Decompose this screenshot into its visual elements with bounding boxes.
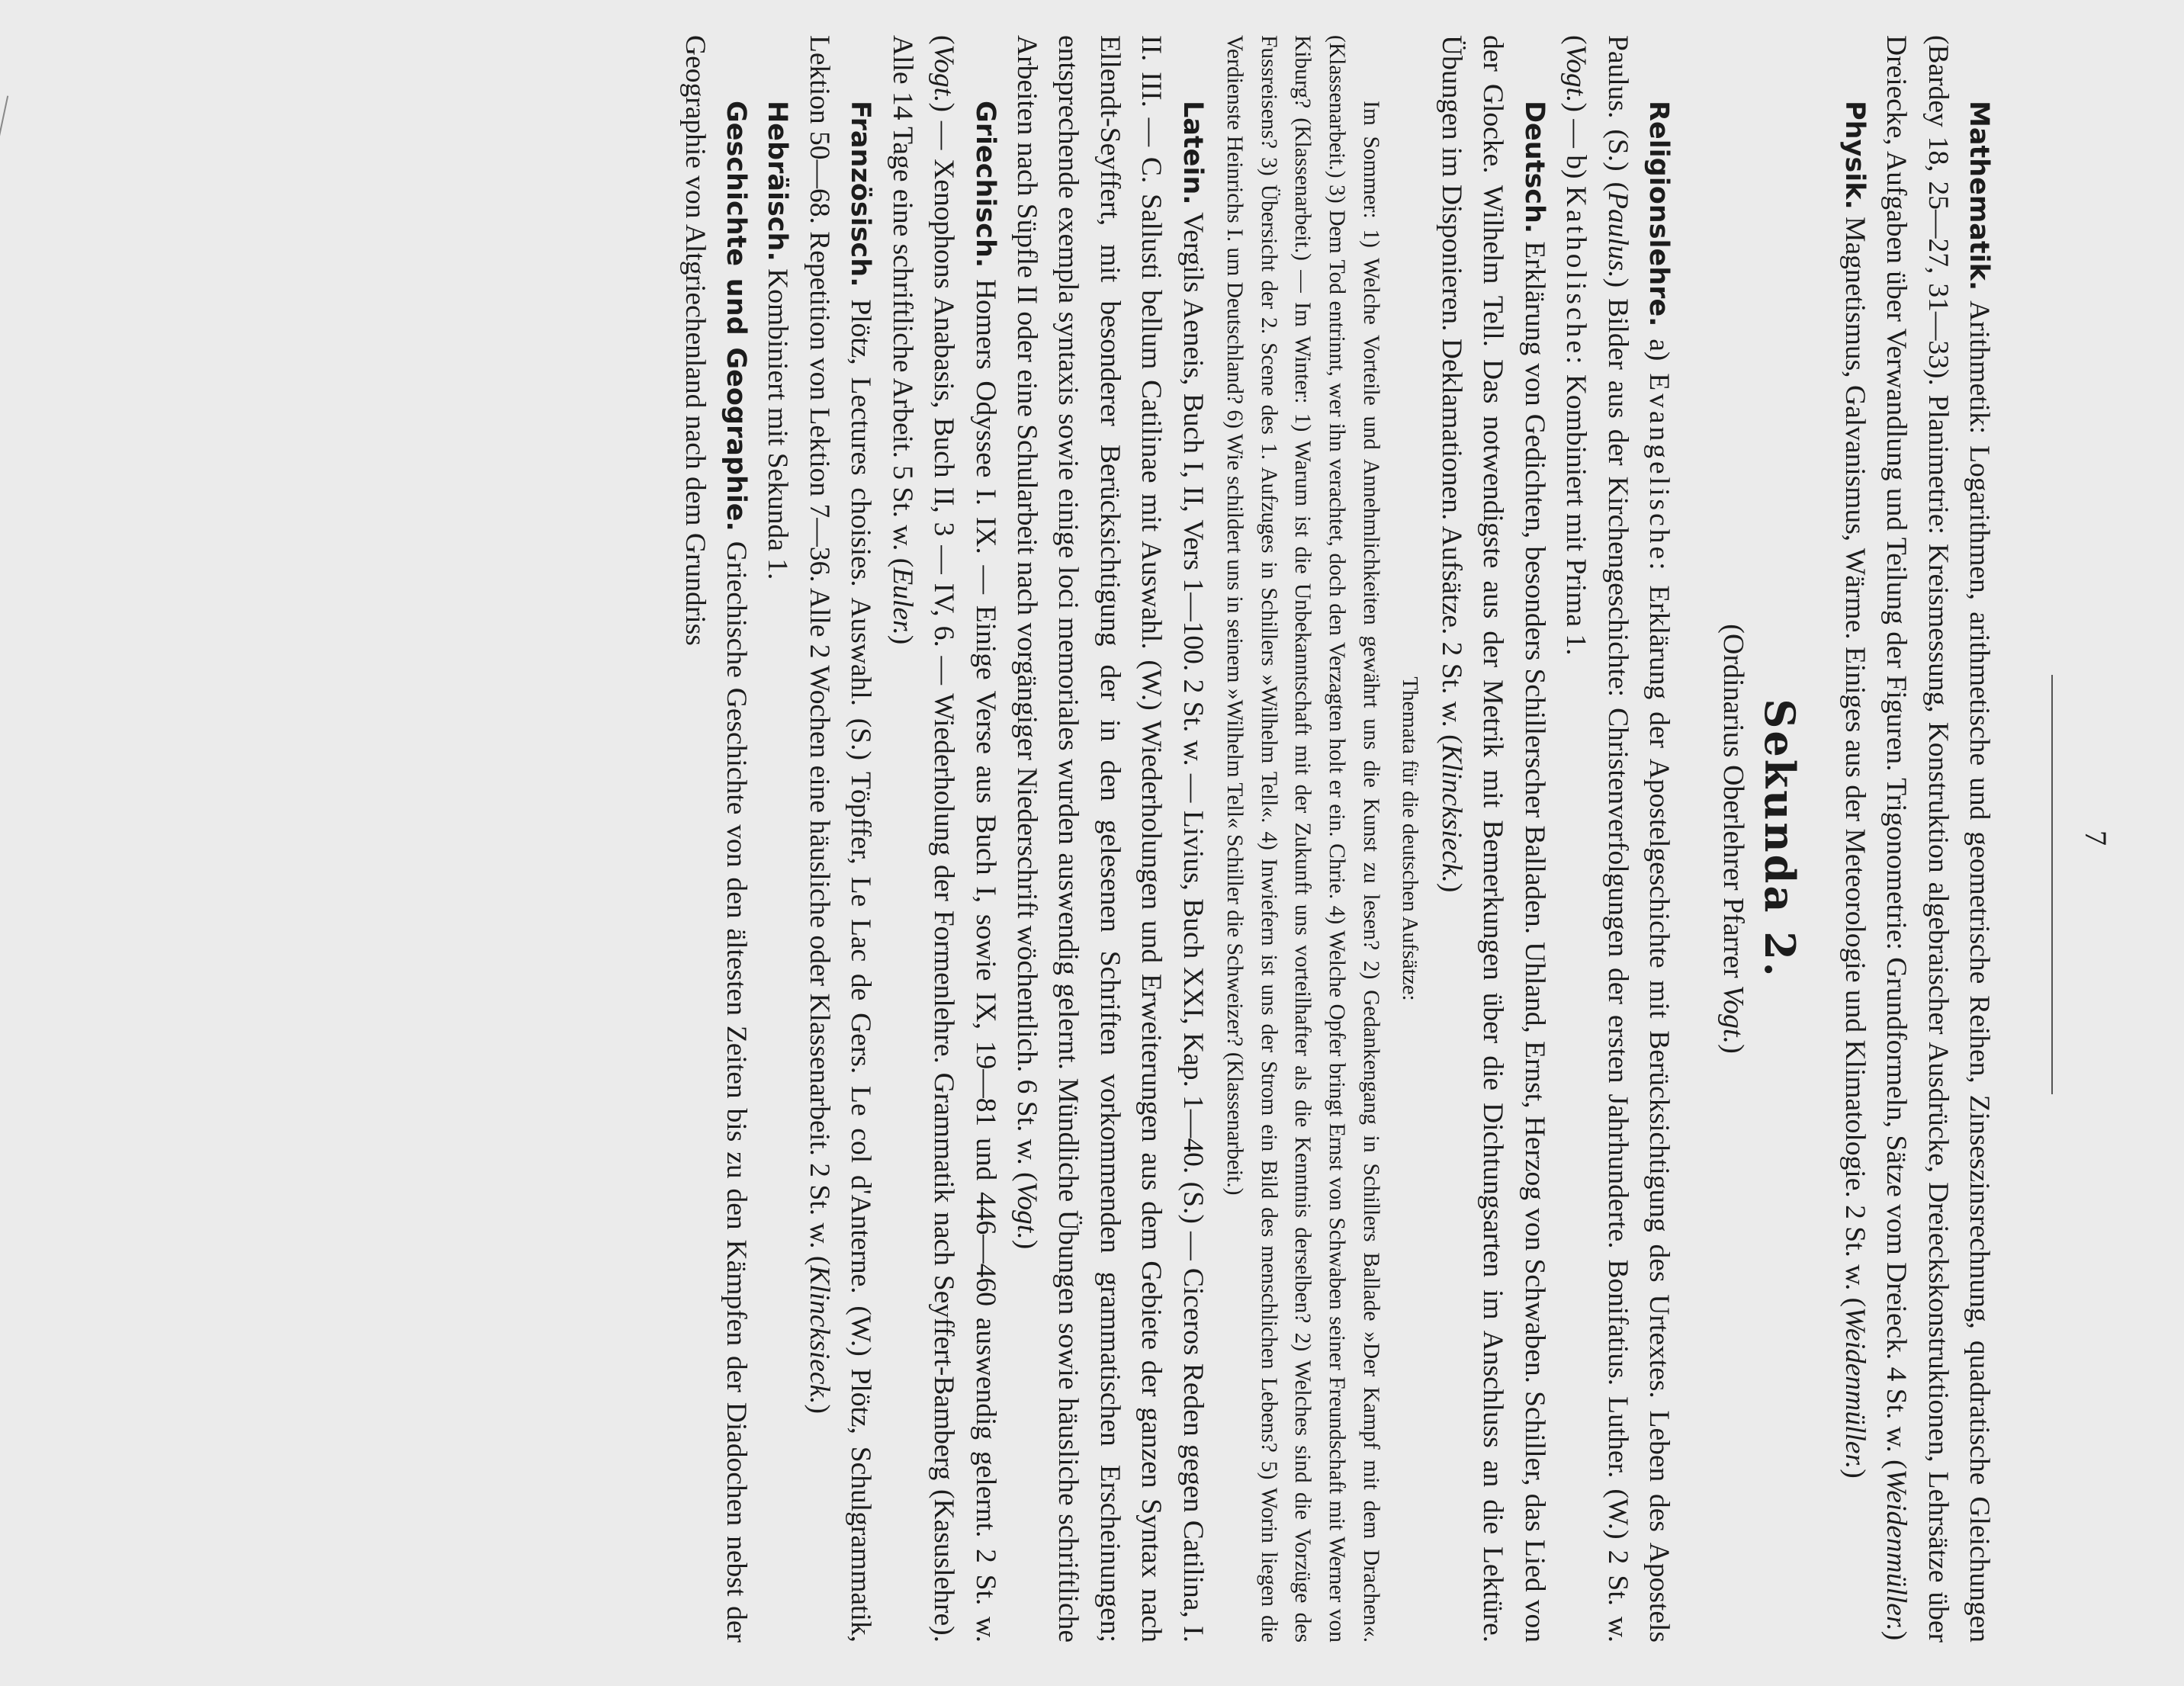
physik-text: Magnetismus, Galvanismus, Wärme. Einiges aus der Meteorologie und Klimatologie. 2 St. w. ( (1839, 217, 1871, 1308)
teacher-name: Euler. (886, 567, 918, 635)
latein-paragraph (1006, 35, 1213, 1643)
geschichte-text: Griechische Geschichte von den ältesten Zeiten bis zu den Kämpfen der Diadochen nebst der Geographie von Altgriechenland nach dem Grundriss (679, 35, 753, 1643)
page-number: 7 (2079, 830, 2113, 847)
deutsch-text: Erklärung von Gedichten, besonders Schillerscher Balladen. Uhland, Ernst, Herzog von Schwaben. Schiller, das Lied von der Glocke. Wilhelm Tell. Das notwendigste aus der Metrik mit Bemerkungen über die Dichtungsarten im Anschluss an die Lektüre. Übungen im Disponieren. Deklamationen. Aufsätze. 2 St. w. ( (1435, 35, 1550, 1643)
paren-close: ) (803, 1404, 835, 1415)
hebraeisch-text: Kombiniert mit Sekunda 1. (762, 268, 794, 580)
teacher-name: Klincksieck. (1435, 743, 1467, 883)
hebraeisch-paragraph (756, 35, 798, 1643)
subheading-text: (Ordinarius Oberlehrer Pfarrer (1717, 624, 1750, 985)
text-run: a) (1643, 339, 1675, 374)
subject-label: Religionslehre. (1643, 101, 1674, 327)
mathematik-text: Arithmetik: Logarithmen, arithmetische und geometrische Reihen, Zinseszinsrechnung, quadratische Gleichungen (Bardey 18, 25—27, 31—33). Planimetrie: Kreismessung, Konstruktion algebraischer Ausdrücke, Dreieckskonstruktionen, Lehrsätze über Dreiecke, Aufgaben über Verwandlung und Teilung der Figuren. Trigonometrie: Grundformeln, Sätze vom Dreieck. 4 St. w. ( (1880, 35, 1995, 1643)
griechisch-paragraph (881, 35, 1005, 1643)
subject-label: Geschichte und Geographie. (721, 101, 752, 531)
geschichte-paragraph (673, 35, 756, 1643)
themata-text: Im Sommer: 1) Welche Vorteile und Annehmlichkeiten gewährt uns die Kunst zu lesen? 2) Gedankengang in Schillers Ballade »Der Kampf mit dem Drachen«. (Klassenarbeit.) 3) Dem Tod entrinnt, wer ihn verachtet, doch den Verzagten holt er ein. Chrie. 4) Welche Opfer bringt Ernst von Schwaben seiner Freundschaft mit Werner von Kiburg? (Klassenarbeit.) — Im Winter: 1) Warum ist die Unbekanntschaft mit der Zukunft uns vorteilhafter als die Kenntnis derselben? 2) Welches sind die Vorzüge des Fussreisens? 3) Übersicht der 2. Scene des 1. Aufzuges in Schillers »Wilhelm Tell«. 4) Inwiefern ist uns der Strom ein Bild des menschlichen Lebens? 5) Worin liegen die Verdienste Heinrichs I. um Deutschland? 6) Wie schildert uns in seinem »Wilhelm Tell« Schiller die Schweizer? (Klassenarbeit.) (1222, 35, 1383, 1643)
paren-close: ) (1880, 1630, 1913, 1641)
latein-text: Vergils Aeneis, Buch I, II, Vers 1—100. 2 St. w. — Livius, Buch XXI, Kap. 1—40. (S.) — Ciceros Reden gegen Catilina, I. II. III. — C. Sallusti bellum Catilinae mit Auswahl. (W.) Wiederholungen und Erweiterungen aus dem Gebiete der ganzen Syntax nach Ellendt-Seyffert, mit besonderer Berücksichtigung der in den gelesenen Schriften vorkommenden grammatischen Erscheinungen; entsprechende exempla syntaxis sowie einige loci memoriales wurden auswendig gelernt. Mündliche Übungen sowie häusliche schriftliche Arbeiten nach Süpfle II oder eine Schularbeit nach vorgängiger Niederschrift wöchentlich. 6 St. w. ( (1010, 35, 1209, 1643)
subject-label: Hebräisch. (762, 101, 793, 262)
page-body (673, 35, 1999, 1643)
section-subheading (1713, 35, 1754, 1643)
paren-close: ) (1010, 1239, 1042, 1250)
mathematik-paragraph (1875, 35, 1999, 1643)
paren-close: ) (1839, 1469, 1871, 1479)
religion-paragraph (1555, 35, 1679, 1643)
teacher-name: Vogt. (928, 44, 960, 103)
subject-label: Französisch. (845, 101, 876, 287)
teacher-name: Vogt. (1560, 44, 1592, 103)
subject-label: Mathematik. (1964, 101, 1994, 291)
paren-close: ) (1717, 1044, 1750, 1054)
teacher-name: Weidenmüller. (1839, 1307, 1871, 1469)
italic-term: Paulus. (1601, 191, 1633, 278)
text-run: ) (886, 634, 918, 645)
text-run: ) — b) (1560, 102, 1592, 186)
subject-label: Griechisch. (969, 101, 1000, 268)
teacher-name: Klincksieck. (803, 1265, 835, 1405)
physik-paragraph (1833, 35, 1874, 1643)
teacher-name: Weidenmüller. (1880, 1469, 1913, 1631)
paren-close: ) (1435, 882, 1467, 893)
spaced-term: Evangelische: (1643, 373, 1675, 573)
spaced-term: Katholische: (1560, 185, 1592, 368)
teacher-name: Vogt. (1010, 1181, 1042, 1240)
themata-title: Themata für die deutschen Aufsätze: (1397, 676, 1422, 1001)
header-rule (2051, 675, 2053, 1094)
franzoesisch-paragraph (798, 35, 882, 1643)
text-run: Kombiniert mit Prima 1. (1560, 367, 1592, 656)
text-run: ) — Xenophons Anabasis, Buch II, 3 — IV, 6. — Wiederholung der Formenlehre. Grammatik nach Seyffert-Bamberg (Kasuslehre). Alle 14 Tage eine schriftliche Arbeit. 5 St. w. ( (886, 35, 960, 1643)
section-heading: Sekunda 2. (1755, 698, 1805, 979)
franzoesisch-text: Plötz, Lectures choisies. Auswahl. (S.) Töpffer, Le Lac de Gers. Le col d'Anterne. (W.) Plötz, Schulgrammatik, Lektion 50—68. Repetition von Lektion 7—36. Alle 2 Wochen eine häusliche oder Klassenarbeit. 2 St. w. ( (803, 35, 877, 1643)
text-run: Homers Odyssee I. IX. — Einige Verse aus Buch I, sowie IX, 19—81 und 446—460 auswendig gelernt. 2 St. w. ( (928, 35, 1001, 1643)
margin-mark (0, 95, 8, 140)
subject-label: Physik. (1839, 101, 1870, 210)
text-run: ) Bilder aus der Kirchengeschichte: Christenverfolgungen der ersten Jahrhunderte. Bonifatius. Luther. (W.) 2 St. w. ( (1560, 35, 1633, 1643)
subject-label: Latein. (1177, 101, 1208, 205)
subject-label: Deutsch. (1518, 101, 1550, 234)
deutsch-paragraph (1431, 35, 1555, 1643)
teacher-name: Vogt. (1717, 985, 1750, 1045)
text-run: Erklärung der Apostelgeschichte mit Berücksichtigung des Urtextes. Leben des Apostels Paulus. (S.) ( (1601, 35, 1675, 1643)
document-page (200, 23, 2121, 1655)
